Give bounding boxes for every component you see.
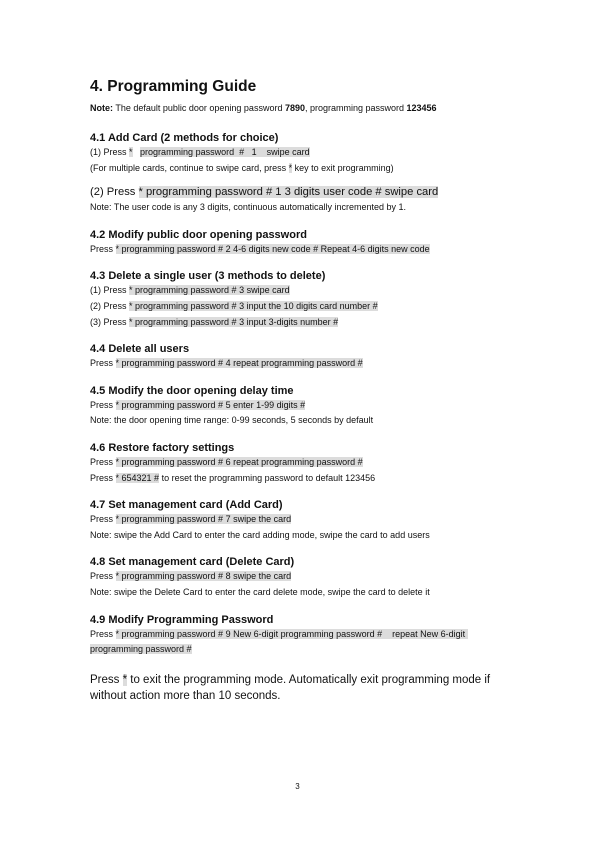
document-page bbox=[90, 78, 515, 704]
section-4-8 bbox=[90, 555, 515, 600]
section-title: 4.1 Add Card (2 methods for choice) bbox=[90, 132, 279, 144]
instruction-line: Press * programming password # 2 4-6 digits new code # Repeat 4-6 digits new code bbox=[90, 243, 430, 254]
section-title: 4.5 Modify the door opening delay time bbox=[90, 384, 294, 397]
instruction-line: Press * programming password # 6 repeat programming password # bbox=[90, 456, 363, 467]
section-title: 4.3 Delete a single user (3 methods to delete) bbox=[90, 270, 326, 283]
section-title: 4.4 Delete all users bbox=[90, 343, 190, 356]
instruction-line: (3) Press * programming password # 3 input 3-digits number # bbox=[90, 316, 339, 327]
page-number: 3 bbox=[295, 782, 300, 791]
instruction-line: Press * programming password # 7 swipe the card bbox=[90, 514, 292, 525]
instruction-line: Press * 654321 # to reset the programming password to default 123456 bbox=[90, 472, 376, 483]
section-title: 4.9 Modify Programming Password bbox=[90, 613, 274, 626]
instruction-line: (1) Press * programming password # 3 swipe card bbox=[90, 285, 290, 296]
instruction-line: (For multiple cards, continue to swipe card, press * key to exit programming) bbox=[90, 162, 394, 173]
section-title: 4.6 Restore factory settings bbox=[90, 441, 235, 454]
instruction-line: Press * programming password # 5 enter 1-99 digits # bbox=[90, 399, 306, 410]
section-4-3 bbox=[90, 269, 515, 330]
section-4-2 bbox=[90, 228, 515, 258]
section-4-7 bbox=[90, 498, 515, 543]
instruction-line: Press * programming password # 9 New 6-digit programming password # repeat New 6-digit programming password # bbox=[90, 628, 468, 655]
section-title: 4.2 Modify public door opening password bbox=[90, 228, 307, 241]
section-title: 4.8 Set management card (Delete Card) bbox=[90, 556, 295, 569]
exit-programming-note: Press * to exit the programming mode. Automatically exit programming mode if without action more than 10 seconds. bbox=[90, 673, 491, 702]
page-title: 4. Programming Guide bbox=[90, 78, 257, 95]
instruction-line: (2) Press * programming password # 3 input the 10 digits card number # bbox=[90, 300, 378, 311]
section-4-9 bbox=[90, 613, 515, 658]
instruction-line: Press * programming password # 8 swipe the card bbox=[90, 571, 292, 582]
note-line: Note: the door opening time range: 0-99 seconds, 5 seconds by default bbox=[90, 415, 374, 426]
note-line: Note: The user code is any 3 digits, continuous automatically incremented by 1. bbox=[90, 202, 407, 213]
default-password-note: Note: The default public door opening password 7890, programming password 123456 bbox=[90, 103, 437, 113]
section-title: 4.7 Set management card (Add Card) bbox=[90, 499, 283, 512]
section-4-5 bbox=[90, 384, 515, 429]
section-4-6 bbox=[90, 441, 515, 486]
note-line: Note: swipe the Add Card to enter the card adding mode, swipe the card to add users bbox=[90, 529, 430, 540]
section-4-4 bbox=[90, 342, 515, 372]
instruction-line: (1) Press * programming password # 1 swipe card bbox=[90, 147, 310, 157]
instruction-line: (2) Press * programming password # 1 3 digits user code # swipe card bbox=[90, 186, 439, 199]
section-4-1 bbox=[90, 131, 515, 216]
instruction-line: Press * programming password # 4 repeat programming password # bbox=[90, 358, 363, 369]
note-line: Note: swipe the Delete Card to enter the card delete mode, swipe the card to delete it bbox=[90, 586, 430, 597]
